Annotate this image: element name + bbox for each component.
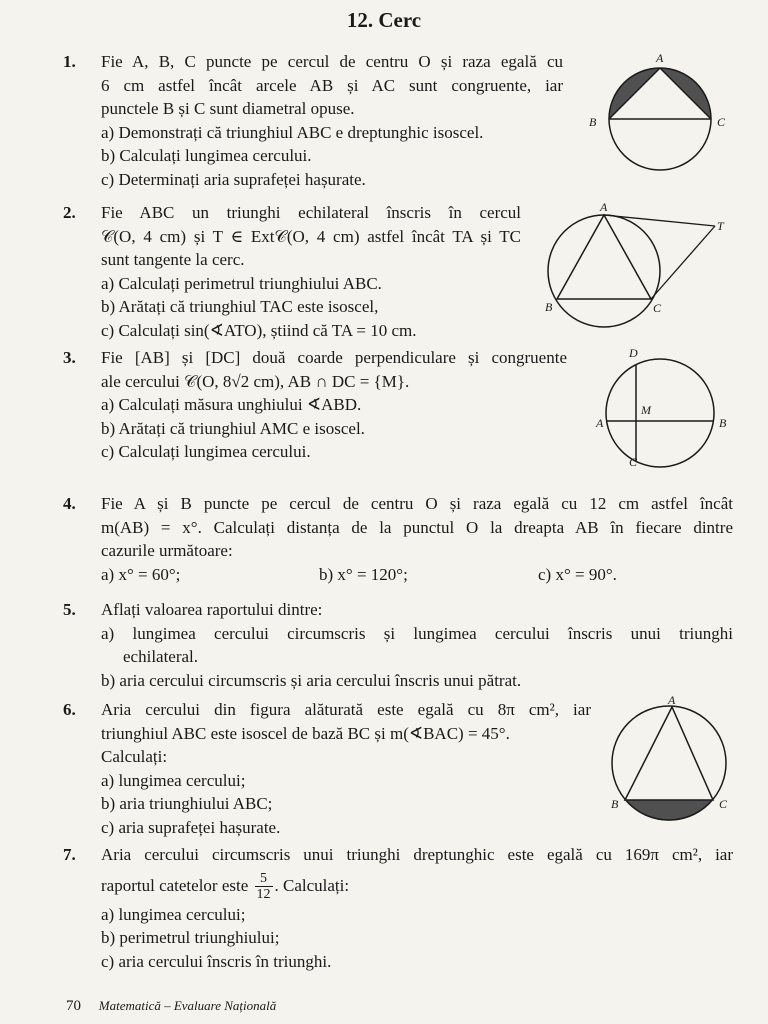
label-c: C: [629, 455, 638, 469]
circle-diagram-2: [535, 200, 735, 320]
circle-diagram-3: [595, 343, 740, 471]
problem-line: punctele B și C sunt diametral opuse.: [101, 99, 355, 118]
fraction-numerator: 5: [255, 871, 273, 887]
problem-4: [63, 492, 733, 586]
circle: [548, 215, 660, 327]
problem-line: Aria cercului circumscris unui triunghi dreptunghic este egală cu 169π cm², iar: [101, 845, 733, 864]
problem-line: a) Calculați perimetrul triunghiului ABC.: [101, 273, 382, 293]
problem-line: cazurile următoare:: [101, 541, 233, 560]
label-a: A: [668, 693, 676, 707]
problem-line: a) lungimea cercului;: [101, 770, 246, 790]
problem-line: Aflați valoarea raportului dintre:: [101, 600, 323, 619]
problem-number: 1.: [63, 52, 76, 71]
book-title: Matematică – Evaluare Națională: [98, 998, 277, 1013]
problem-number: 6.: [63, 700, 76, 719]
problem-line: b) perimetrul triunghiului;: [101, 928, 280, 947]
label-b: B: [611, 797, 619, 811]
problem-line: 𝒞(O, 4 cm) și T ∈ Ext𝒞(O, 4 cm) astfel încât TA și TC: [101, 226, 521, 246]
problem-line: b) Arătați că triunghiul AMC e isoscel.: [101, 418, 365, 438]
tangent-tc: [651, 226, 715, 299]
problem-line: Calculați:: [101, 747, 168, 766]
label-b: B: [589, 115, 597, 129]
problem-number: 4.: [63, 494, 76, 513]
problem-line: a) lungimea cercului circumscris și lungimea cercului înscris unui triunghi: [101, 623, 733, 643]
label-b: B: [545, 300, 553, 314]
problem-line: c) Calculați sin(∢ATO), știind că TA = 10 cm.: [101, 320, 417, 340]
problem-5: [63, 598, 733, 692]
problem-6: [63, 698, 591, 839]
problem-line: m(AB) = x°. Calculați distanța de la punctul O la dreapta AB în fiecare dintre: [101, 517, 733, 537]
circle-diagram-6: [608, 693, 743, 822]
problem-line: ale cercului 𝒞(O, 8√2 cm), AB ∩ DC = {M}.: [101, 371, 410, 391]
label-a: A: [656, 51, 664, 65]
figure-6: [608, 693, 743, 822]
option-a: a) x° = 60°;: [101, 564, 181, 584]
problem-1: [63, 50, 563, 191]
problem-line: c) aria cercului înscris în triunghi.: [101, 951, 332, 971]
problem-line: c) aria suprafeței hașurate.: [101, 817, 281, 837]
page-number: 70: [66, 998, 81, 1014]
problem-line: Fie ABC un triunghi echilateral înscris în cercul: [101, 203, 521, 222]
problem-line: c) Determinați aria suprafeței hașurate.: [101, 169, 366, 189]
problem-line: triunghiul ABC este isoscel de bază BC și m(∢BAC) = 45°.: [101, 723, 510, 743]
problem-text: raportul catetelor este: [101, 875, 249, 895]
problem-line: sunt tangente la cerc.: [101, 250, 245, 269]
label-c: C: [653, 301, 662, 315]
problem-number: 3.: [63, 348, 76, 367]
triangle-abc: [557, 215, 651, 299]
problem-line: Aria cercului din figura alăturată este egală cu 8π cm², iar: [101, 700, 591, 719]
figure-2: [535, 200, 735, 320]
options-row: [101, 563, 733, 587]
option-b: b) x° = 120°;: [319, 564, 408, 584]
label-a: A: [600, 200, 608, 214]
problem-number: 7.: [63, 845, 76, 864]
circle-diagram-1: [585, 50, 735, 180]
problem-line-fraction: [101, 869, 733, 903]
problem-7: [63, 843, 733, 973]
problem-line: 6 cm astfel încât arcele AB și AC sunt congruente, iar: [101, 75, 563, 95]
problem-line: a) Demonstrați că triunghiul ABC e dreptunghic isoscel.: [101, 122, 484, 142]
problem-3: [63, 346, 567, 464]
problem-text: . Calculați:: [274, 875, 350, 895]
problem-number: 2.: [63, 203, 76, 222]
chapter-title: 12. Cerc: [346, 8, 422, 32]
page-footer: [66, 998, 276, 1015]
tangent-ta: [604, 215, 715, 226]
label-t: T: [717, 219, 724, 233]
problem-line: Fie [AB] și [DC] două coarde perpendiculare și congruente: [101, 348, 567, 367]
figure-3: [595, 343, 740, 471]
label-c: C: [717, 115, 726, 129]
label-a: A: [596, 416, 604, 430]
problem-line: b) aria triunghiului ABC;: [101, 794, 273, 813]
problem-line: b) Arătați că triunghiul TAC este isoscel,: [101, 297, 379, 316]
fraction-denominator: 12: [256, 887, 271, 903]
triangle-abc: [625, 707, 713, 800]
problem-line: b) aria cercului circumscris și aria cercului înscris unui pătrat.: [101, 670, 522, 690]
label-c: C: [719, 797, 728, 811]
problem-line: b) Calculați lungimea cercului.: [101, 146, 312, 165]
problem-line: echilateral.: [123, 647, 199, 666]
problem-line: a) Calculați măsura unghiului ∢ABD.: [101, 395, 362, 414]
figure-1: [585, 50, 735, 180]
problem-line: Fie A și B puncte pe cercul de centru O și raza egală cu 12 cm astfel încât: [101, 494, 733, 513]
label-m: M: [641, 403, 651, 417]
label-d: D: [629, 346, 638, 360]
problem-number: 5.: [63, 600, 76, 619]
problem-line: c) Calculați lungimea cercului.: [101, 442, 311, 461]
problem-2: [63, 201, 521, 342]
problem-line: a) lungimea cercului;: [101, 904, 246, 924]
ratio-fraction: [255, 871, 273, 902]
label-b: B: [719, 416, 727, 430]
problem-line: Fie A, B, C puncte pe cercul de centru O și raza egală cu: [101, 52, 563, 71]
circle: [606, 359, 714, 467]
option-c: c) x° = 90°.: [538, 564, 617, 584]
